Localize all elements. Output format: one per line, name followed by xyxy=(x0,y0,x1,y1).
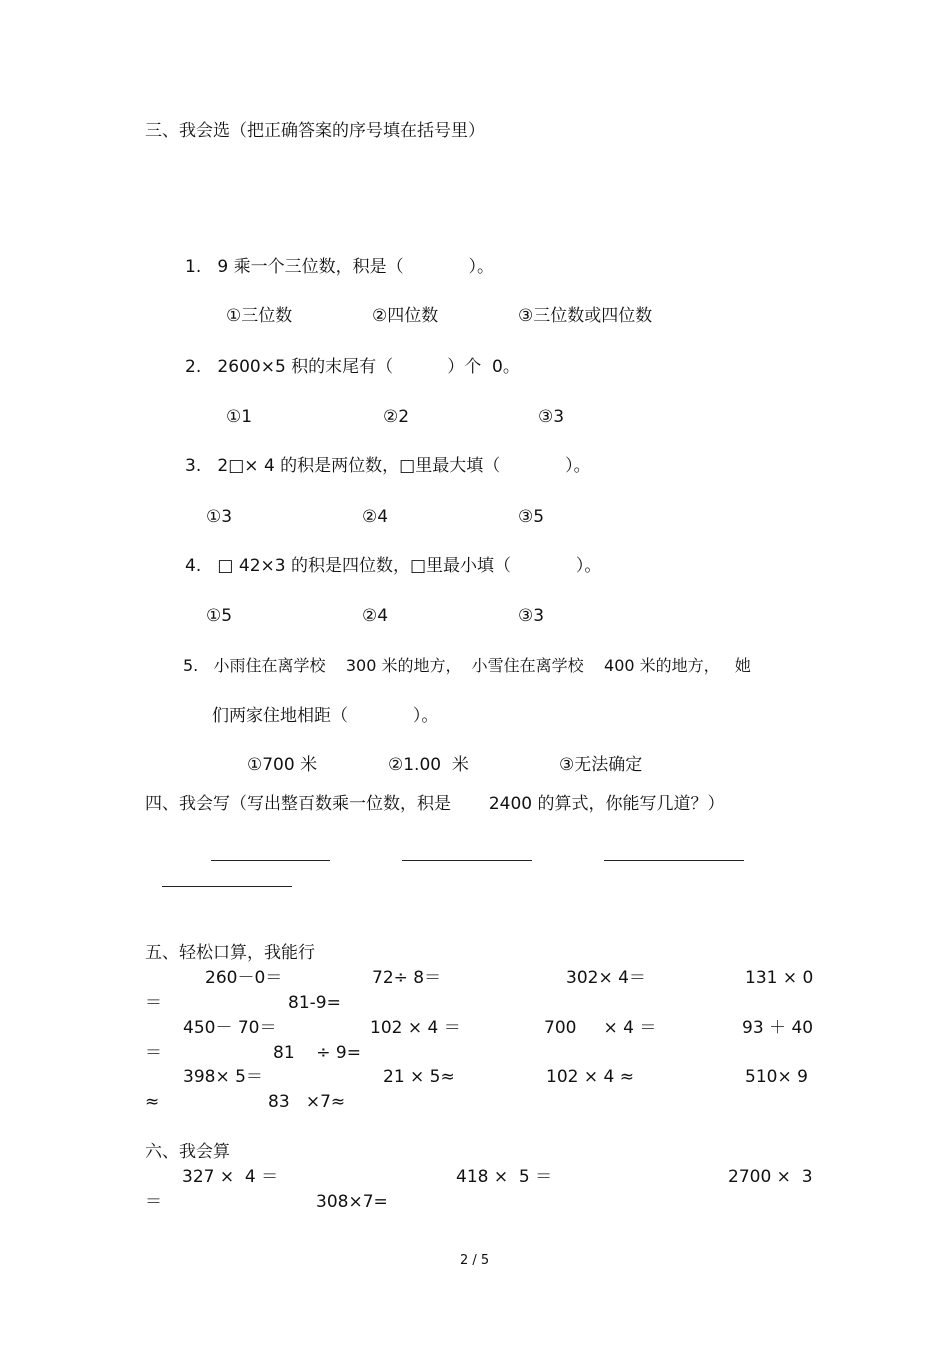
answer-blank-3[interactable] xyxy=(604,860,744,861)
question-4-stem: 4. □ 42×3 的积是四位数，□里最小填（ ）。 xyxy=(185,556,602,576)
oral-calc-item: 93 ＋ 40 xyxy=(742,1018,814,1038)
section-4-heading: 四、我会写（写出整百数乘一位数，积是 2400 的算式，你能写几道？） xyxy=(145,794,725,814)
question-4-option-2: ②4 xyxy=(362,606,389,626)
question-3-option-1: ①3 xyxy=(206,507,233,527)
oral-calc-item: 700 × 4 ＝ xyxy=(544,1018,657,1038)
oral-calc-item: 131 × 0 xyxy=(745,968,814,988)
question-5-stem-line-2: 们两家住地相距（ ）。 xyxy=(212,706,439,726)
page-number: 2 / 5 xyxy=(460,1253,490,1268)
question-3-option-2: ②4 xyxy=(362,507,389,527)
written-calc-item: 418 × 5 ＝ xyxy=(456,1167,553,1187)
question-2-option-1: ①1 xyxy=(226,407,253,427)
oral-calc-item: 72÷ 8＝ xyxy=(372,968,442,988)
written-calc-item: 327 × 4 ＝ xyxy=(182,1167,279,1187)
section-3-heading: 三、我会选（把正确答案的序号填在括号里） xyxy=(145,121,485,141)
question-4-option-1: ①5 xyxy=(206,606,233,626)
written-calc-item: 2700 × 3 xyxy=(728,1167,813,1187)
oral-calc-item: 81 ÷ 9= xyxy=(273,1043,361,1063)
oral-calc-item: 450－ 70＝ xyxy=(183,1018,277,1038)
question-1-option-3: ③三位数或四位数 xyxy=(518,306,653,326)
oral-calc-item: 21 × 5≈ xyxy=(383,1067,455,1087)
answer-blank-2[interactable] xyxy=(402,860,532,861)
oral-calc-item: 260－0＝ xyxy=(205,968,283,988)
section-6-heading: 六、我会算 xyxy=(145,1142,230,1162)
oral-calc-item: 83 ×7≈ xyxy=(268,1092,346,1112)
question-2-option-2: ②2 xyxy=(383,407,410,427)
oral-calc-item: ＝ xyxy=(145,1043,162,1063)
oral-calc-item: 102 × 4 ＝ xyxy=(370,1018,461,1038)
oral-calc-item: 398× 5＝ xyxy=(183,1067,263,1087)
answer-blank-1[interactable] xyxy=(211,860,330,861)
section-5-heading: 五、轻松口算，我能行 xyxy=(145,943,315,963)
written-calc-item: 308×7= xyxy=(316,1192,388,1212)
question-2-stem: 2. 2600×5 积的末尾有（ ）个 0。 xyxy=(185,357,520,377)
question-5-option-3: ③无法确定 xyxy=(559,755,643,775)
oral-calc-item: 302× 4＝ xyxy=(566,968,646,988)
question-1-option-2: ②四位数 xyxy=(372,306,439,326)
question-5-option-1: ①700 米 xyxy=(247,755,318,775)
question-3-option-3: ③5 xyxy=(518,507,545,527)
written-calc-item: ＝ xyxy=(145,1192,162,1212)
oral-calc-item: 81-9= xyxy=(288,993,341,1013)
oral-calc-item: ＝ xyxy=(145,993,162,1013)
oral-calc-item: ≈ xyxy=(145,1092,160,1112)
oral-calc-item: 102 × 4 ≈ xyxy=(546,1067,634,1087)
question-5-stem-line-1: 5. 小雨住在离学校 300 米的地方， 小雪住在离学校 400 米的地方， 她 xyxy=(183,656,751,675)
question-3-stem: 3. 2□× 4 的积是两位数，□里最大填（ ）。 xyxy=(185,456,591,476)
question-1-option-1: ①三位数 xyxy=(226,306,293,326)
oral-calc-item: 510× 9 xyxy=(745,1067,808,1087)
question-1-stem: 1. 9 乘一个三位数，积是（ ）。 xyxy=(185,257,494,277)
answer-blank-4[interactable] xyxy=(162,886,292,887)
question-4-option-3: ③3 xyxy=(518,606,545,626)
question-5-option-2: ②1.00 米 xyxy=(388,755,469,775)
question-2-option-3: ③3 xyxy=(538,407,565,427)
